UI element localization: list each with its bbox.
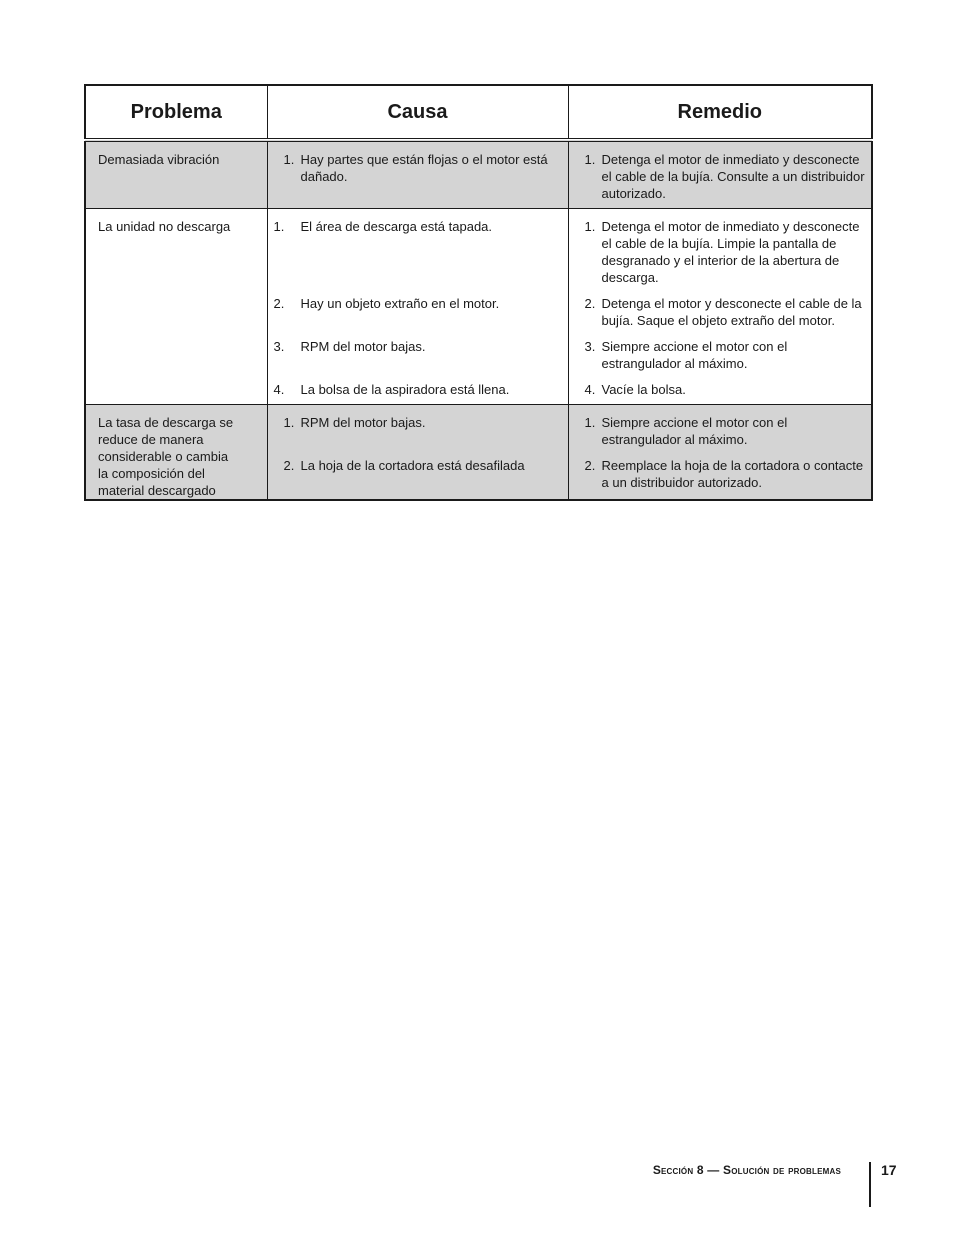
header-causa: Causa bbox=[267, 85, 568, 140]
remedy-item bbox=[569, 338, 866, 381]
header-remedio: Remedio bbox=[568, 85, 872, 140]
item-number: 1. bbox=[273, 219, 285, 234]
item-number: 2. bbox=[273, 296, 285, 311]
item-text: Siempre accione el motor con el estrangulador al máximo. bbox=[601, 415, 788, 447]
problem-cell bbox=[85, 209, 267, 405]
remedy-item bbox=[569, 295, 866, 338]
cause-item bbox=[268, 295, 562, 338]
item-number: 1. bbox=[584, 152, 596, 167]
item-text: Hay un objeto extraño en el motor. bbox=[300, 296, 500, 311]
remedy-item bbox=[569, 457, 866, 491]
item-number: 4. bbox=[584, 382, 596, 397]
item-text: RPM del motor bajas. bbox=[300, 415, 426, 430]
remedy-item bbox=[569, 381, 866, 398]
cause-cell bbox=[267, 140, 568, 209]
item-text: Detenga el motor de inmediato y desconecte el cable de la bujía. Limpie la pantalla de desgranado y el interior de la abertura de descarga. bbox=[601, 219, 860, 285]
cause-item bbox=[268, 414, 562, 457]
item-text: RPM del motor bajas. bbox=[300, 339, 426, 354]
item-text: La bolsa de la aspiradora está llena. bbox=[300, 382, 510, 397]
cause-cell bbox=[267, 405, 568, 501]
table-row bbox=[85, 140, 872, 209]
cause-item bbox=[268, 457, 562, 474]
remedy-list bbox=[569, 142, 872, 208]
item-text: La hoja de la cortadora está desafilada bbox=[300, 458, 525, 473]
cause-cell bbox=[267, 209, 568, 405]
troubleshooting-table bbox=[84, 84, 873, 501]
problem-text: Demasiada vibración bbox=[98, 152, 220, 167]
header-problema: Problema bbox=[85, 85, 267, 140]
cause-list bbox=[268, 142, 568, 191]
cause-item bbox=[268, 218, 562, 295]
troubleshooting-table-wrapper bbox=[84, 84, 871, 501]
item-number: 2. bbox=[584, 296, 596, 311]
item-number: 1. bbox=[584, 219, 596, 234]
item-number: 3. bbox=[273, 339, 285, 354]
cause-item bbox=[268, 151, 562, 185]
problem-text: La unidad no descarga bbox=[98, 219, 231, 234]
problem-cell bbox=[85, 140, 267, 209]
item-number: 1. bbox=[283, 415, 295, 430]
remedy-cell bbox=[568, 140, 872, 209]
item-text: Siempre accione el motor con el estrangulador al máximo. bbox=[601, 339, 788, 371]
footer-section-title: Sección 8 — Solución de problemas bbox=[652, 1163, 841, 1177]
table-row bbox=[85, 405, 872, 501]
cause-item bbox=[268, 338, 562, 381]
table-header-row bbox=[85, 85, 872, 140]
item-number: 3. bbox=[584, 339, 596, 354]
item-text: Detenga el motor de inmediato y desconecte el cable de la bujía. Consulte a un distribuidor autorizado. bbox=[601, 152, 865, 201]
footer-divider bbox=[869, 1162, 871, 1207]
item-text: Hay partes que están flojas o el motor está dañado. bbox=[300, 152, 548, 184]
item-number: 2. bbox=[283, 458, 295, 473]
cause-list bbox=[268, 405, 568, 480]
remedy-list bbox=[569, 405, 872, 497]
problem-cell bbox=[85, 405, 267, 501]
remedy-item bbox=[569, 151, 866, 202]
remedy-cell bbox=[568, 405, 872, 501]
item-text: Reemplace la hoja de la cortadora o contacte a un distribuidor autorizado. bbox=[601, 458, 864, 490]
item-text: Detenga el motor y desconecte el cable de la bujía. Saque el objeto extraño del motor. bbox=[601, 296, 862, 328]
page-number: 17 bbox=[881, 1162, 897, 1178]
item-number: 1. bbox=[584, 415, 596, 430]
remedy-item bbox=[569, 218, 866, 295]
item-number: 2. bbox=[584, 458, 596, 473]
problem-text: La tasa de descarga se reduce de manera considerable o cambia la composición del material descargado bbox=[98, 415, 234, 498]
cause-list bbox=[268, 209, 568, 404]
item-number: 1. bbox=[283, 152, 295, 167]
item-text: El área de descarga está tapada. bbox=[300, 219, 493, 234]
remedy-list bbox=[569, 209, 872, 404]
remedy-cell bbox=[568, 209, 872, 405]
cause-item bbox=[268, 381, 562, 398]
remedy-item bbox=[569, 414, 866, 457]
item-text: Vacíe la bolsa. bbox=[601, 382, 686, 397]
table-row bbox=[85, 209, 872, 405]
item-number: 4. bbox=[273, 382, 285, 397]
